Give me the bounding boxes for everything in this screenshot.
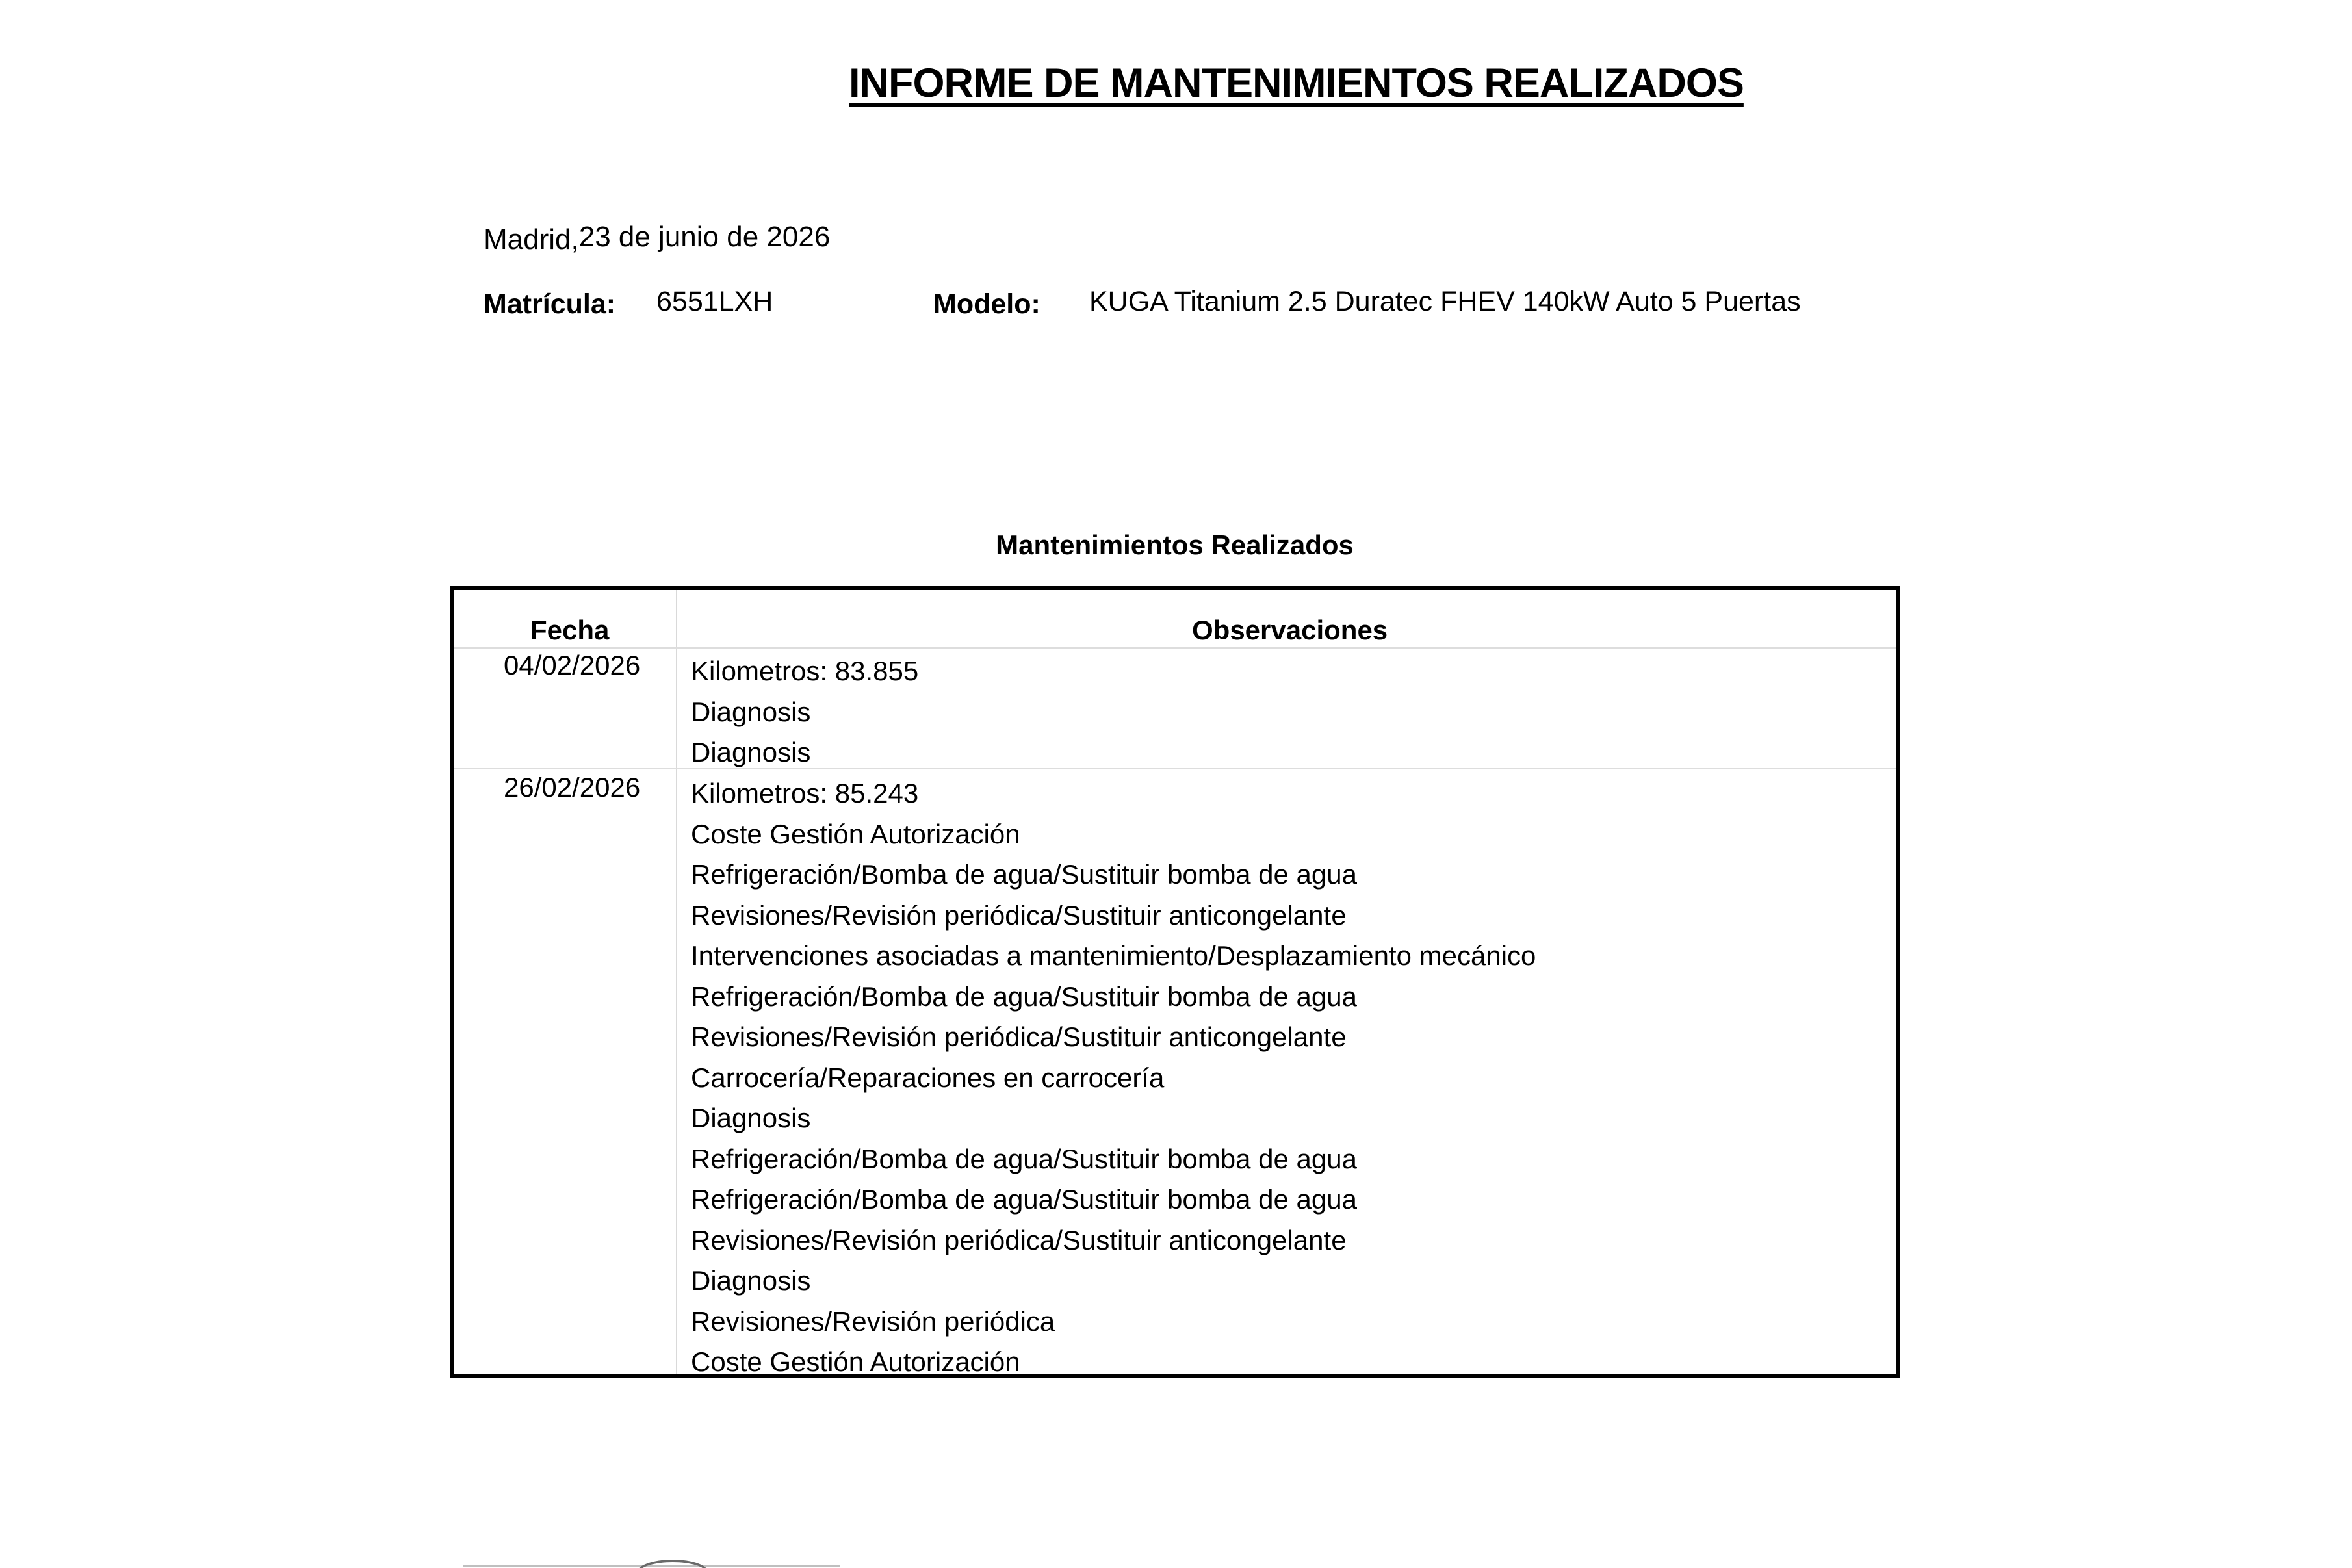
note-line: Kilometros: 85.243 (691, 778, 919, 808)
table-row (454, 769, 1896, 1377)
table-header-row (454, 590, 1896, 649)
note-line: Refrigeración/Bomba de agua/Sustituir bomba de agua (691, 1184, 1357, 1215)
note-line: Revisiones/Revisión periódica/Sustituir anticongelante (691, 1224, 1347, 1255)
header-notes: Observaciones (1192, 615, 1388, 645)
maintenance-table (450, 586, 1900, 1378)
table-row (454, 647, 1896, 769)
note-line: Kilometros: 83.855 (691, 656, 919, 686)
stamp-arc (637, 1560, 708, 1568)
report-title: INFORME DE MANTENIMIENTOS REALIZADOS (849, 60, 1744, 106)
note-line: Refrigeración/Bomba de agua/Sustituir bomba de agua (691, 981, 1357, 1012)
note-line: Coste Gestión Autorización (691, 818, 1020, 849)
note-line: Diagnosis (691, 1103, 811, 1133)
signature-stamp-fragment (463, 1560, 840, 1568)
note-line: Refrigeración/Bomba de agua/Sustituir bomba de agua (691, 1143, 1357, 1174)
note-line: Diagnosis (691, 1265, 811, 1296)
note-line: Diagnosis (691, 737, 811, 767)
header-date: Fecha (530, 615, 610, 645)
report-date: 23 de junio de 2026 (578, 221, 831, 253)
note-line: Coste Gestión Autorización (691, 1346, 1020, 1377)
report-city: Madrid, (484, 224, 579, 255)
plate-label: Matrícula: (484, 289, 616, 320)
note-line: Revisiones/Revisión periódica (691, 1305, 1055, 1337)
note-line: Carrocería/Reparaciones en carrocería (691, 1062, 1165, 1093)
plate-value: 6551LXH (656, 286, 773, 317)
city-date-line (484, 221, 831, 256)
row-date: 26/02/2026 (504, 772, 641, 803)
model-label: Modelo: (933, 289, 1040, 320)
row-date: 04/02/2026 (504, 650, 641, 680)
row-notes (691, 773, 1536, 1383)
row-notes (691, 651, 918, 773)
section-title-text: Mantenimientos Realizados (996, 530, 1354, 560)
note-line: Revisiones/Revisión periódica/Sustituir anticongelante (691, 1022, 1347, 1052)
note-line: Refrigeración/Bomba de agua/Sustituir bomba de agua (691, 859, 1357, 890)
note-line: Diagnosis (691, 696, 811, 727)
model-value: KUGA Titanium 2.5 Duratec FHEV 140kW Auto 5 Puertas (1089, 286, 1801, 317)
note-line: Revisiones/Revisión periódica/Sustituir anticongelante (691, 899, 1347, 931)
note-line: Intervenciones asociadas a mantenimiento/Desplazamiento mecánico (691, 940, 1536, 971)
section-title (0, 530, 2352, 561)
